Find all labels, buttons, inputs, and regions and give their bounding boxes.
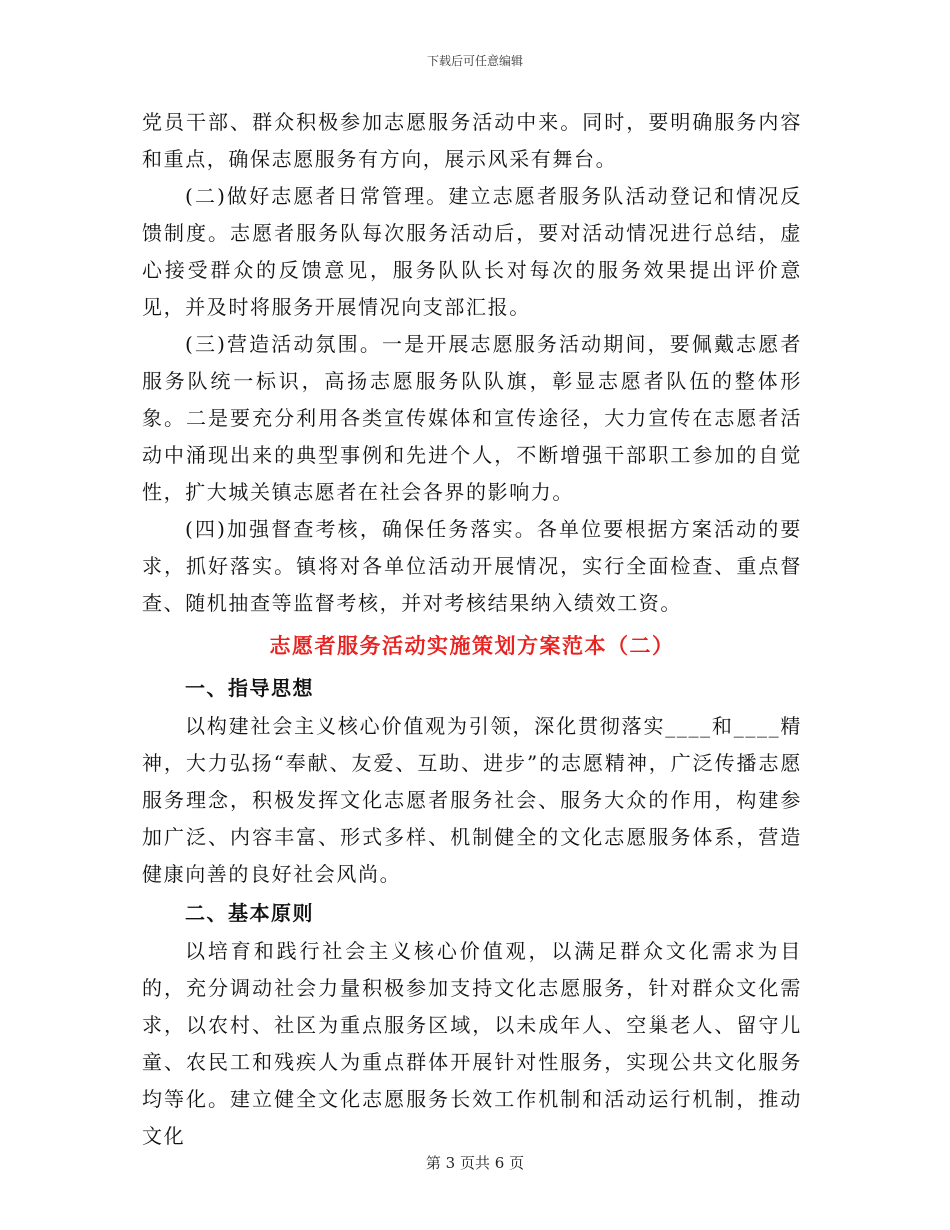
paragraph-continuation: 党员干部、群众积极参加志愿服务活动中来。同时，要明确服务内容和重点，确保志愿服务有方向，展示风采有舞台。 — [142, 110, 802, 171]
section-title: 志愿者服务活动实施策划方案范本（二） — [269, 634, 675, 658]
paragraph-supervision: (四)加强督查考核，确保任务落实。各单位要根据方案活动的要求，抓好落实。镇将对各单位活动开展情况，实行全面检查、重点督查、随机抽查等监督考核，并对考核结果纳入绩效工资。 — [142, 517, 802, 615]
paragraph-daily-management: (二)做好志愿者日常管理。建立志愿者服务队活动登记和情况反馈制度。志愿者服务队每次服务活动后，要对活动情况进行总结，虚心接受群众的反馈意见，服务队队长对每次的服务效果提出评价意见，并及时将服务开展情况向支部汇报。 — [142, 184, 802, 319]
header-note: 下载后可任意编辑 — [426, 54, 523, 68]
heading-guiding-ideology: 一、指导思想 — [185, 676, 314, 700]
paragraph-basic-principles: 以培育和践行社会主义核心价值观，以满足群众文化需求为目的，充分调动社会力量积极参加支持文化志愿服务，针对群众文化需求，以农村、社区为重点服务区域，以未成年人、空巢老人、留守儿童、农民工和残疾人为重点群体开展针对性服务，实现公共文化服务均等化。建立健全文化志愿服务长效工作机制和活动运行机制，推动文化 — [142, 939, 802, 1148]
page-number: 第 3 页共 6 页 — [425, 1154, 525, 1172]
document-body — [142, 104, 802, 1155]
heading-basic-principles: 二、基本原则 — [185, 901, 314, 925]
paragraph-guiding-ideology: 以构建社会主义核心价值观为引领，深化贯彻落实____和____精神，大力弘扬“奉献、友爱、互助、进步”的志愿精神，广泛传播志愿服务理念，积极发挥文化志愿者服务社会、服务大众的作用，构建参加广泛、内容丰富、形式多样、机制健全的文化志愿服务体系，营造健康向善的良好社会风尚。 — [142, 714, 802, 886]
paragraph-activity-atmosphere: (三)营造活动氛围。一是开展志愿服务活动期间，要佩戴志愿者服务队统一标识，高扬志愿服务队队旗，彰显志愿者队伍的整体形象。二是要充分利用各类宣传媒体和宣传途径，大力宣传在志愿者活动中涌现出来的典型事例和先进个人，不断增强干部职工参加的自觉性，扩大城关镇志愿者在社会各界的影响力。 — [142, 332, 802, 504]
